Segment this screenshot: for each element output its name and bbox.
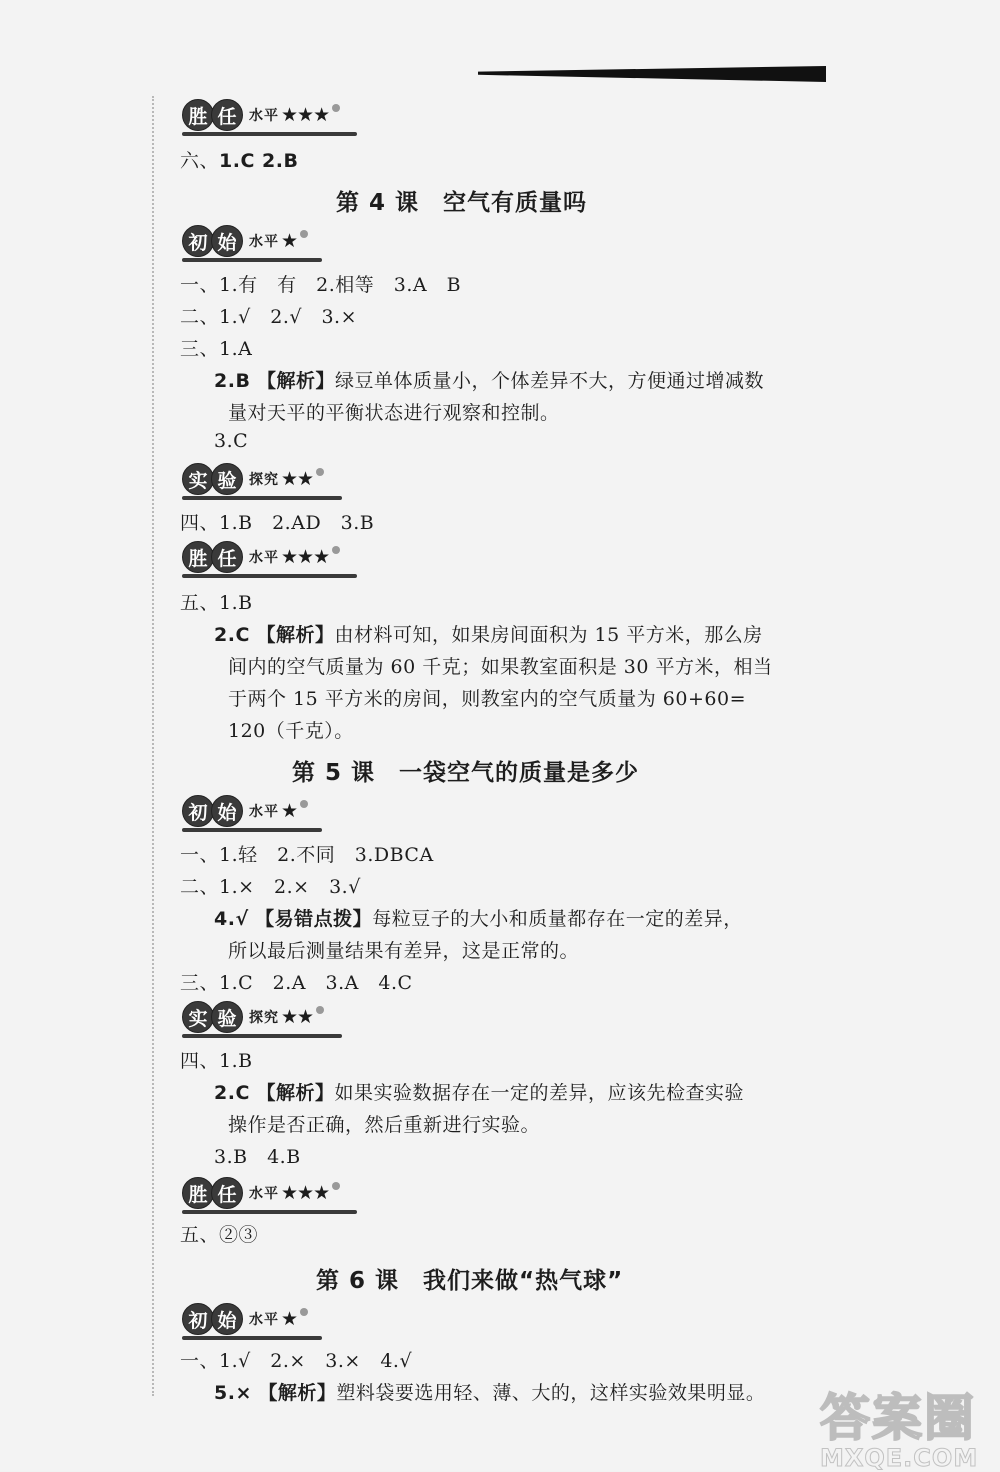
lesson-title: 第 4 课 空气有质量吗 xyxy=(336,190,588,216)
answer-line: 3.C xyxy=(214,430,249,452)
answer-line: 三、1.A xyxy=(180,338,253,360)
badge-label: 水平 xyxy=(249,108,279,124)
answer-line: 5.× 【解析】塑料袋要选用轻、薄、大的，这样实验效果明显。 xyxy=(214,1382,766,1404)
answer-line: 间内的空气质量为 60 千克；如果教室面积是 30 平方米，相当 xyxy=(228,656,773,678)
badge-label: 探究 xyxy=(249,1010,279,1026)
star-rating: ★ xyxy=(281,1308,298,1330)
wave-underline xyxy=(182,258,322,262)
badge-char: 初 xyxy=(182,1303,214,1335)
wave-underline xyxy=(182,1336,322,1340)
dot-icon xyxy=(300,1308,308,1316)
wave-underline xyxy=(182,1210,357,1214)
answer-line: 三、1.C 2.A 3.A 4.C xyxy=(180,972,413,994)
dot-icon xyxy=(316,468,324,476)
answer-line: 四、1.B xyxy=(180,1050,253,1072)
answer-line: 于两个 15 平方米的房间，则教室内的空气质量为 60+60= xyxy=(228,688,746,710)
badge-shiyan xyxy=(182,1000,324,1034)
wave-underline xyxy=(182,1034,342,1038)
badge-char: 胜 xyxy=(182,1177,214,1209)
answer-line: 二、1.√ 2.√ 3.× xyxy=(180,306,358,328)
wave-underline xyxy=(182,574,357,578)
badge-label: 水平 xyxy=(249,1186,279,1202)
answer-line: 二、1.× 2.× 3.√ xyxy=(180,876,361,898)
star-rating: ★ xyxy=(281,230,298,252)
badge-label: 水平 xyxy=(249,804,279,820)
lesson-title: 第 5 课 一袋空气的质量是多少 xyxy=(292,760,640,786)
star-rating: ★★★ xyxy=(281,546,330,568)
star-rating: ★★★ xyxy=(281,1182,330,1204)
badge-char: 任 xyxy=(211,541,243,573)
answer-line: 4.√ 【易错点拨】每粒豆子的大小和质量都存在一定的差异， xyxy=(214,908,743,930)
badge-char: 初 xyxy=(182,795,214,827)
badge-char: 任 xyxy=(211,1177,243,1209)
margin-dotted-line xyxy=(152,96,154,1396)
badge-label: 水平 xyxy=(249,234,279,250)
badge-char: 胜 xyxy=(182,99,214,131)
badge-char: 验 xyxy=(211,463,243,495)
badge-char: 胜 xyxy=(182,541,214,573)
answer-line: 四、1.B 2.AD 3.B xyxy=(180,512,375,534)
answer-line: 2.C 【解析】如果实验数据存在一定的差异，应该先检查实验 xyxy=(214,1082,744,1104)
dot-icon xyxy=(332,546,340,554)
answer-line: 一、1.轻 2.不同 3.DBCA xyxy=(180,844,434,866)
answer-line: 操作是否正确，然后重新进行实验。 xyxy=(228,1114,541,1136)
badge-chushi xyxy=(182,794,308,828)
badge-char: 始 xyxy=(211,1303,243,1335)
star-rating: ★★ xyxy=(281,1006,314,1028)
answer-line: 五、1.B xyxy=(180,592,253,614)
answer-line: 量对天平的平衡状态进行观察和控制。 xyxy=(228,402,560,424)
badge-shengren xyxy=(182,1176,340,1210)
badge-chushi xyxy=(182,224,308,258)
wave-underline xyxy=(182,828,322,832)
badge-char: 始 xyxy=(211,795,243,827)
star-rating: ★★★ xyxy=(281,104,330,126)
badge-shengren xyxy=(182,98,340,132)
star-rating: ★ xyxy=(281,800,298,822)
star-rating: ★★ xyxy=(281,468,314,490)
badge-shengren xyxy=(182,540,340,574)
answer-line: 2.C 【解析】由材料可知，如果房间面积为 15 平方米，那么房 xyxy=(214,624,763,646)
badge-char: 验 xyxy=(211,1001,243,1033)
dot-icon xyxy=(332,104,340,112)
answer-line: 3.B 4.B xyxy=(214,1146,301,1168)
watermark-url: MXQE.COM xyxy=(820,1444,979,1472)
badge-char: 实 xyxy=(182,463,214,495)
badge-chushi xyxy=(182,1302,308,1336)
badge-char: 任 xyxy=(211,99,243,131)
dot-icon xyxy=(300,800,308,808)
dot-icon xyxy=(316,1006,324,1014)
watermark xyxy=(820,1378,995,1472)
badge-shiyan xyxy=(182,462,324,496)
badge-label: 水平 xyxy=(249,1312,279,1328)
answer-line: 一、1.√ 2.× 3.× 4.√ xyxy=(180,1350,413,1372)
dot-icon xyxy=(300,230,308,238)
watermark-logo: 答案圈 xyxy=(820,1389,976,1447)
answer-line: 五、②③ xyxy=(180,1224,259,1246)
answer-line: 一、1.有 有 2.相等 3.A B xyxy=(180,274,462,296)
badge-label: 水平 xyxy=(249,550,279,566)
answer-line: 所以最后测量结果有差异，这是正常的。 xyxy=(228,940,580,962)
badge-char: 实 xyxy=(182,1001,214,1033)
wave-underline xyxy=(182,496,342,500)
lesson-title: 第 6 课 我们来做“热气球” xyxy=(316,1268,624,1294)
answer-line: 120（千克）。 xyxy=(228,720,354,742)
answer-line: 六、1.C 2.B xyxy=(180,150,299,172)
badge-label: 探究 xyxy=(249,472,279,488)
answer-line: 2.B 【解析】绿豆单体质量小，个体差异不大，方便通过增减数 xyxy=(214,370,764,392)
dot-icon xyxy=(332,1182,340,1190)
header-decoration-bar xyxy=(478,66,826,82)
badge-char: 始 xyxy=(211,225,243,257)
badge-char: 初 xyxy=(182,225,214,257)
wave-underline xyxy=(182,132,357,136)
